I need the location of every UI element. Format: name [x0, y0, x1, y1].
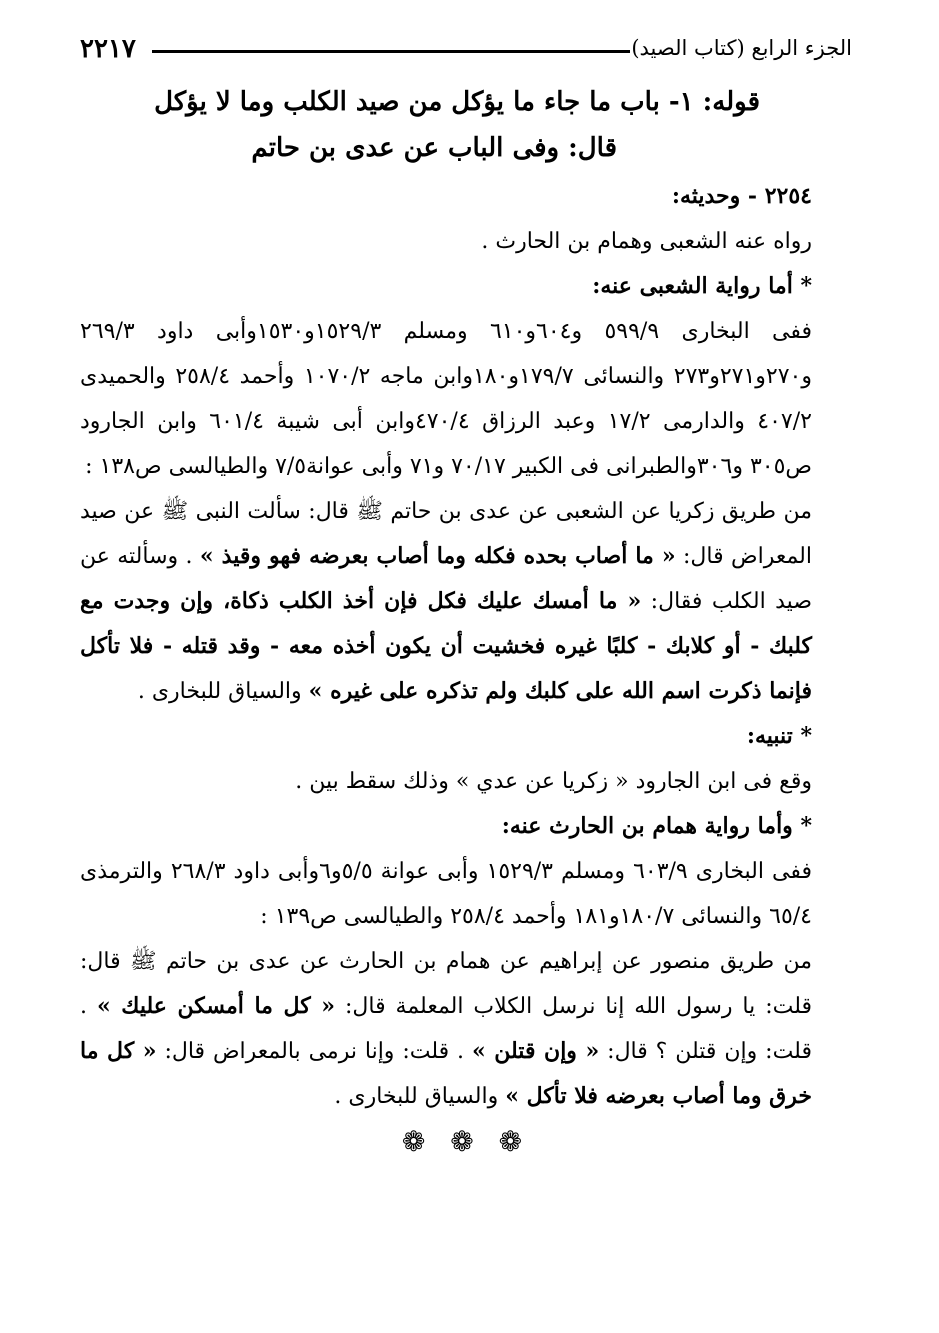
note-heading-text: تنبيه:: [746, 723, 793, 749]
hadith-heading: ٢٢٥٤ - وحديثه:: [671, 183, 812, 209]
hammam-sources: ففى البخارى ٦٠٣/٩ ومسلم ١٥٢٩/٣ وأبى عوانة ٥/٥و٦وأبى داود ٢٦٨/٣ والترمذى ٦٥/٤ والنسائى ١٨٠/٧و١٨١ وأحمد ٢٥٨/٤ والطيالسى ص١٣٩ :: [80, 859, 813, 929]
shabi-chain: من طريق زكريا عن الشعبى عن عدى بن حاتم ﷺ قال: سألت النبى ﷺ عن صيد المعراض قال:: [80, 499, 812, 569]
asterisk-marker: *: [800, 273, 812, 299]
hammam-quote-3: « كل ما خرق وما أصاب بعرضه فلا تأكل »: [80, 1038, 812, 1109]
asterisk-marker: *: [800, 813, 812, 839]
shabi-section-heading: [80, 264, 852, 309]
note-text: [80, 759, 852, 804]
page-number: ٢٢١٧: [80, 34, 136, 64]
shabi-quote-2: « ما أمسك عليك فكل فإن أخذ الكلب ذكاة، وإن وجدت مع كلبك - أو كلابك - كلبًا غيره فخشيت أن يكون أخذه معه - وقد قتله - فلا تأكل فإنما ذكرت اسم الله على كلبك ولم تذكره على غيره »: [80, 588, 812, 704]
asterisk-marker: *: [800, 723, 812, 749]
hammam-quote-1: « كل ما أمسكن عليك »: [96, 993, 336, 1019]
note-quote: « زكريا عن عدي »: [455, 769, 629, 794]
shabi-sources: ففى البخارى ٥٩٩/٩ و٦٠٤و٦١٠ ومسلم ١٥٢٩/٣و١٥٣٠وأبى داود ٢٦٩/٣ و٢٧٠و٢٧١و٢٧٣ والنسائى ١٧٩/٧و١٨٠وابن ماجه ١٠٧٠/٢ وأحمد ٢٥٨/٤ والحميدى ٤٠٧/٢ والدارمى ١٧/٢ وعبد الرزاق ٤٧٠/٤وابن أبى شيبة ٦٠١/٤ وابن الجارود ص٣٠٥ و٣٠٦والطبرانى فى الكبير ٧٠/١٧ و٧١ وأبى عوانة٧/٥ والطيالسى ص١٣٨ :: [80, 319, 813, 479]
section-end-ornament: ❁ ❁ ❁: [401, 1125, 531, 1158]
header-rule: [152, 50, 630, 53]
hammam-heading-text: وأما رواية همام بن الحارث عنه:: [501, 813, 793, 839]
shabi-mid-text: . وسألته عن صيد الكلب فقال:: [80, 544, 812, 614]
page-content: [80, 82, 852, 1164]
hammam-quote-2: « وإن قتلن »: [471, 1038, 600, 1064]
hammam-section-heading: [80, 804, 852, 849]
chapter-title: قوله: ١- باب ما جاء ما يؤكل من صيد الكلب وما لا يؤكل: [154, 87, 760, 117]
hammam-tail: والسياق للبخارى .: [334, 1084, 499, 1109]
chapter-subtitle: قال: وفى الباب عن عدى بن حاتم: [251, 133, 617, 163]
hammam-mid-text-1: . قلت: وإن قتلن ؟ قال:: [80, 994, 812, 1064]
hammam-chain: من طريق منصور عن إبراهيم عن همام بن الحارث عن عدى بن حاتم ﷺ قال: قلت: يا رسول الله إنا نرسل الكلاب المعلمة قال:: [80, 949, 813, 1019]
shabi-hadith-text: [80, 489, 852, 714]
page-header: [80, 34, 852, 74]
shabi-quote-1: « ما أصاب بحده فكله وما أصاب بعرضه فهو وقيذ »: [199, 543, 676, 569]
hadith-intro: رواه عنه الشعبى وهمام بن الحارث .: [481, 229, 812, 254]
shabi-tail: والسياق للبخارى .: [137, 679, 302, 704]
note-text-after: وذلك سقط بين .: [295, 769, 449, 794]
note-text-before: وقع فى ابن الجارود: [635, 769, 812, 794]
running-title: الجزء الرابع (كتاب الصيد): [631, 36, 852, 60]
hammam-hadith-text: [80, 939, 852, 1119]
hammam-mid-text-2: . قلت: وإنا نرمى بالمعراض قال:: [164, 1039, 465, 1064]
shabi-heading-text: أما رواية الشعبى عنه:: [592, 273, 793, 299]
note-heading: [80, 714, 852, 759]
